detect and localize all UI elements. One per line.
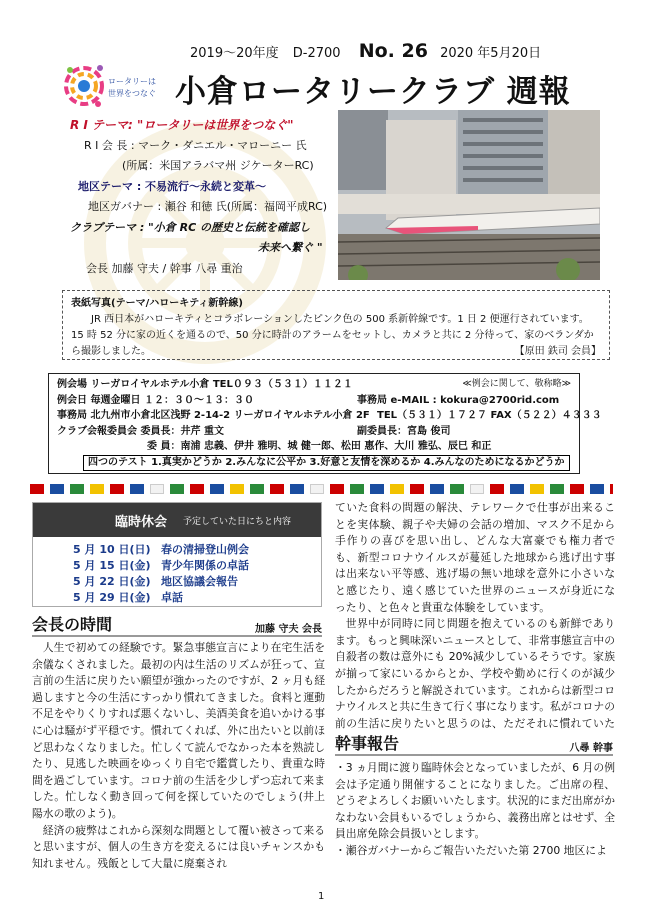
secretary-author: 八尋 幹事 (569, 743, 613, 754)
committee-chair: クラブ会報委員会 委員長：井芹 重文 (57, 425, 224, 437)
newsletter-title: 小倉ロータリークラブ 週報 (175, 74, 571, 110)
recess-date: 5 月 22 日(金) (73, 575, 151, 588)
club-info-box (48, 373, 602, 474)
president-message (32, 640, 325, 892)
recess-list (33, 537, 321, 606)
issue-header (190, 40, 541, 62)
rotary-connects-logo (62, 56, 177, 114)
recess-row (73, 574, 321, 590)
svg-text:世界をつなぐ: 世界をつなぐ (108, 89, 156, 98)
four-way-test: 四つのテスト 1.真実かどうか 2.みんなに公平か 3.好意と友情を深めるか 4.みんなのためになるかどうか (83, 455, 570, 471)
meeting-day: 例会日 毎週金曜日 １２：３０～１３：３０ (57, 394, 254, 406)
issue-date: 2020 年5月20日 (440, 46, 542, 61)
president-heading: 会長の時間 (32, 615, 113, 634)
svg-text:ロータリーは: ロータリーは (108, 77, 156, 86)
office-email: 事務局 e-MAIL : kokura@2700rid.com (357, 394, 560, 406)
district-governor: 地区ガバナー : 瀬谷 和徳 氏(所属：福岡平成RC) (88, 200, 328, 213)
recess-title: 臨時休会 (115, 514, 168, 530)
secretary-paragraph: ・3 ヵ月間に渡り臨時休会となっていましたが、6 月の例会は予定通り開催することになりました。ご出席の程、どうぞよろしくお願いいたします。状況的にまだ出席がかなわない会員もいるでしょうから、義務出席とはせず、全員出席免除会員扱いとします。 (335, 761, 615, 841)
recess-event: 青少年関係の卓話 (161, 559, 249, 572)
continued-paragraph: 世界中が同時に同じ問題を抱えているのも新鮮であります。もっと興味深いニュースとして、非常事態宣言中の自殺者の数は意外にも 20%減少しているそうです。家族が揃って家にいるからとか、学校や勤めに行くのが減少したからだろうと解説されています。これからは新型コロナウイルスと共に生きて行く事になります。私がコロナの前の生活に戻りたいと思うのは、ただそれに慣れていた (335, 617, 615, 730)
ri-president-affiliation: (所属：米国アラバマ州 ジケーターRC) (122, 159, 314, 172)
president-paragraph: 経済の疲弊はこれから深刻な問題として覆い被さって来ると思いますが、個人の生き方を変えるには良いチャンスかも知れません。残飯として大量に廃棄され (32, 823, 325, 870)
committee-members: 委 員：南浦 忠義、伊井 雅明、城 健一郎、松田 惠作、大川 雅弘、辰巳 和正 (147, 441, 492, 452)
meeting-venue: 例会場 リーガロイヤルホテル小倉 TEL０９３（５３１）１１２１ (57, 379, 353, 390)
district-theme: 地区テーマ : 不易流行～永続と変革～ (78, 179, 267, 193)
recess-subtitle: 予定していた日にちと内容 (183, 516, 292, 527)
caption-credit: 【原田 鉄司 会員】 (514, 346, 601, 357)
cover-photo-shinkansen (338, 110, 600, 280)
office-address: 事務局 北九州市小倉北区浅野 2-14-2 リーガロイヤルホテル小倉 2F (57, 410, 370, 421)
club-officers: 会長 加藤 守夫 / 幹事 八尋 重治 (86, 261, 243, 275)
recess-row (73, 558, 321, 574)
president-section-header (32, 615, 322, 637)
ri-president: R I 会 長 : マーク・ダニエル・マローニー 氏 (84, 138, 307, 152)
recess-row (73, 542, 321, 558)
district-code: D-2700 (292, 46, 341, 61)
caption-title: 表紙写真(テーマ/ハローキティ新幹線) (71, 298, 243, 309)
recess-event: 卓話 (161, 591, 183, 604)
office-phone: TEL（５３１）１７２７ FAX（５２２）４３３３ (377, 410, 602, 421)
ri-theme: R I テーマ: "ロータリーは世界をつなぐ" (70, 118, 294, 132)
recess-date: 5 月 10 日(日) (73, 543, 151, 556)
president-paragraph: 人生で初めての経験です。緊急事態宣言により在宅生活を余儀なくされました。最初の内は生活のリズムが狂って、宣言前の生活に戻りたい願望が強かったのですが、2 ヶ月も経過しますと今の生活にすっかり慣れてきました。食料と運動不足をやりくりすれば悪くないし、美酒美食を追いかける事に心は騒がず平穏です。慣れてくれば、外に出たいと以前ほど思わなくなりました。忙しくて読んでなかった本を熟読したり、見逃した映画をゆっくり自宅で鑑賞したり、貴重な時間を過ごしています。コロナ前の生活を少しずつ忘れて来ました。忙しなく動き回って何を探していたのでしょう(井上陽水の歌のよう)。 (32, 641, 325, 820)
fiscal-year: 2019～20年度 (190, 46, 279, 61)
temporary-recess-box (32, 502, 322, 607)
flag-border (30, 484, 613, 496)
club-themes-block (70, 115, 340, 279)
secretary-paragraph: ・瀬谷ガバナーからご報告いただいた第 2700 地区によ (335, 843, 607, 857)
recess-row (73, 590, 321, 606)
club-theme-line2: 未来へ繋ぐ " (258, 241, 323, 254)
recess-event: 春の清掃登山例会 (161, 543, 249, 556)
secretary-heading: 幹事報告 (335, 734, 400, 753)
recess-header (33, 503, 321, 537)
recess-date: 5 月 29 日(金) (73, 591, 151, 604)
committee-vice-chair: 副委員長：宮島 俊司 (357, 425, 451, 437)
continued-paragraph: ていた食料の問題の解決、テレワークで仕事が出来ることを実体験、親子や夫婦の会話の増加、マスク不足から手作りの喜びを思い出し、どんな大富豪でも権力者でも、新型コロナウイルスが蔓延した地球から逃げ出す事は出来ない平等感、逃げ場の無い地球を意外に小さいなと感じたり、遠く感じていた世界のニュースが身近になったり、と色々と貴重な体験をしています。 (335, 501, 615, 614)
secretary-report (335, 760, 615, 886)
club-theme-line1: クラブテーマ : "小倉 RC の歴史と伝統を確認し (70, 220, 310, 234)
venue-note: ≪例会に関して、敬称略≫ (462, 379, 571, 389)
secretary-section-header (335, 734, 613, 756)
president-author: 加藤 守夫 会長 (255, 624, 322, 635)
president-message-continued (335, 500, 615, 732)
page-number: 1 (318, 891, 325, 902)
caption-body: JR 西日本がハローキティとコラボレーションしたピンク色の 500 系新幹線です。1 日 2 便運行されています。15 時 52 分に家の近くを通るので、50 分に時計のアラームをセットし、カメラと共に 2 分待って、家のベランダから撮影しました。 (71, 314, 594, 357)
recess-date: 5 月 15 日(金) (73, 559, 151, 572)
recess-event: 地区協議会報告 (161, 575, 238, 588)
cover-photo-caption (62, 290, 610, 360)
issue-number: No. 26 (358, 40, 428, 62)
